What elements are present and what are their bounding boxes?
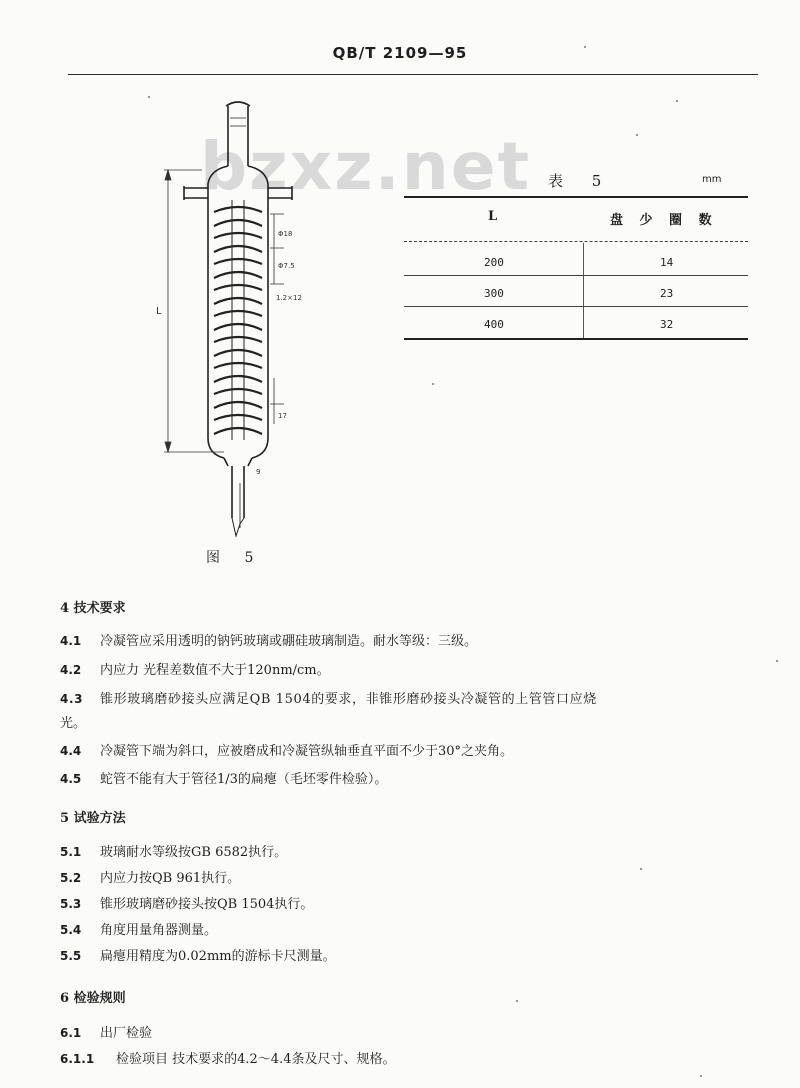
watermark: bzxz.net — [200, 128, 532, 205]
table-cell: 400 — [484, 318, 504, 331]
scan-speck — [676, 100, 678, 102]
clause-text: 蛇管不能有大于管径1/3的扁瘪（毛坯零件检验）。 — [100, 772, 388, 787]
table-rule-bottom — [404, 338, 748, 340]
clause-6-1 — [60, 1022, 152, 1041]
dim-label-c: 1.2×12 — [276, 294, 302, 302]
scan-speck — [516, 1000, 518, 1002]
figure-caption: 图 5 — [206, 550, 264, 566]
table-row-rule — [404, 275, 748, 276]
clause-number: 4.1 — [60, 634, 82, 648]
header-rule — [68, 74, 758, 75]
clause-number: 4.5 — [60, 772, 82, 786]
clause-number: 5.2 — [60, 871, 82, 885]
dim-label-d: 17 — [278, 412, 287, 420]
clause-text: 出厂检验 — [100, 1026, 153, 1041]
dim-label-a: Φ18 — [278, 230, 293, 238]
scan-speck — [640, 868, 642, 870]
section-heading-6: 6 检验规则 — [60, 991, 126, 1006]
clause-5-4 — [60, 919, 217, 938]
clause-text: 冷凝管应采用透明的钠钙玻璃或硼硅玻璃制造。耐水等级：三级。 — [100, 634, 478, 649]
clause-text: 检验项目 技术要求的4.2～4.4条及尺寸、规格。 — [116, 1052, 396, 1067]
scan-speck — [148, 96, 150, 98]
table-header-turns: 盘 少 圈 数 — [610, 213, 718, 228]
scan-speck — [432, 383, 434, 385]
page-header: QB/T 2109—95 — [332, 44, 468, 62]
table-header-l: L — [488, 209, 498, 224]
clause-number: 5.5 — [60, 949, 82, 963]
clause-text: 锥形玻璃磨砂接头应满足QB 1504的要求，非锥形磨砂接头冷凝管的上管管口应烧 — [100, 692, 597, 707]
clause-4-3 — [60, 688, 597, 707]
table-unit: mm — [702, 174, 722, 185]
scan-speck — [700, 1075, 702, 1077]
table-caption: 表 5 — [548, 172, 614, 190]
table-cell: 300 — [484, 287, 504, 300]
table-row-rule — [404, 306, 748, 307]
clause-text: 内应力 光程差数值不大于120nm/cm。 — [100, 663, 330, 678]
clause-6-1-1 — [60, 1048, 395, 1067]
scan-speck — [776, 660, 778, 662]
condenser-figure — [140, 88, 320, 548]
section-heading-5: 5 试验方法 — [60, 811, 126, 826]
clause-number: 5.1 — [60, 845, 82, 859]
dim-label-l: L — [156, 306, 162, 317]
clause-text: 角度用量角器测量。 — [100, 923, 218, 938]
clause-5-2 — [60, 867, 240, 886]
clause-number: 6.1 — [60, 1026, 82, 1040]
clause-text: 内应力按QB 961执行。 — [100, 871, 241, 886]
section-heading-4: 4 技术要求 — [60, 601, 126, 616]
clause-5-3 — [60, 893, 313, 912]
clause-text: 扁瘪用精度为0.02mm的游标卡尺测量。 — [100, 949, 336, 964]
table-cell: 23 — [660, 287, 674, 300]
clause-number: 6.1.1 — [60, 1052, 95, 1066]
clause-number: 4.4 — [60, 744, 82, 758]
clause-4-2 — [60, 659, 330, 678]
clause-4-5 — [60, 768, 387, 787]
table-cell: 32 — [660, 318, 674, 331]
clause-number: 4.2 — [60, 663, 82, 677]
clause-4-3-continuation: 光。 — [60, 716, 87, 731]
table-rule-head — [404, 241, 748, 242]
clause-number: 5.4 — [60, 923, 82, 937]
dim-label-e: 9 — [256, 468, 261, 476]
scan-speck — [584, 46, 586, 48]
clause-4-4 — [60, 740, 513, 759]
clause-number: 5.3 — [60, 897, 82, 911]
clause-5-5 — [60, 945, 336, 964]
clause-4-1 — [60, 630, 477, 649]
dim-label-b: Φ7.5 — [278, 262, 295, 270]
table-rule-top — [404, 196, 748, 198]
table-cell: 14 — [660, 256, 674, 269]
table-cell: 200 — [484, 256, 504, 269]
clause-text: 冷凝管下端为斜口，应被磨成和冷凝管纵轴垂直平面不少于30°之夹角。 — [100, 744, 514, 759]
clause-number: 4.3 — [60, 692, 84, 706]
clause-5-1 — [60, 841, 287, 860]
clause-text: 玻璃耐水等级按GB 6582执行。 — [100, 845, 288, 860]
scan-speck — [636, 134, 638, 136]
clause-text: 锥形玻璃磨砂接头按QB 1504执行。 — [100, 897, 314, 912]
table-vertical-rule — [583, 243, 584, 338]
